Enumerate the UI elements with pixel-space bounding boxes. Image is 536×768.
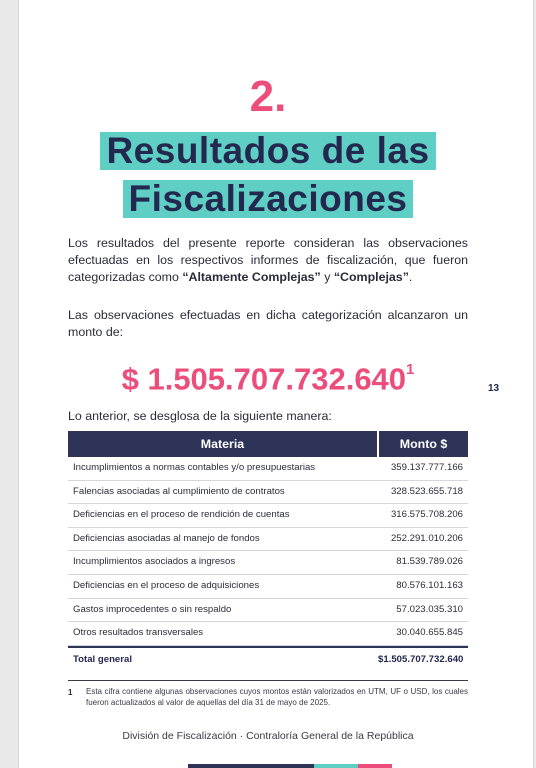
header-materia: Materia (68, 431, 377, 457)
footnote-divider (68, 680, 468, 681)
total-amount-value: $ 1.505.707.732.640 (121, 361, 407, 397)
footnote-mark: 1 (68, 688, 73, 697)
row-materia: Deficiencias asociadas al manejo de fondos (73, 532, 260, 544)
section-title-line-1-wrap (0, 132, 536, 170)
intro-text-a: Los resultados del presente reporte consideran las observaciones efectuadas en los respectivos informes de fiscalización, que fueron categorizadas como (68, 236, 468, 284)
total-amount (0, 354, 536, 399)
footnote-reference[interactable]: 1 (406, 361, 415, 378)
table-row (68, 599, 468, 623)
row-monto: 80.576.101.163 (396, 579, 463, 591)
table-row (68, 457, 468, 481)
total-monto: $1.505.707.732.640 (378, 653, 464, 665)
intro-text-e: . (408, 270, 413, 284)
row-materia: Deficiencias en el proceso de rendición de cuentas (73, 509, 290, 521)
table-row (68, 528, 468, 552)
table-row (68, 481, 468, 505)
row-materia: Otros resultados transversales (73, 627, 204, 639)
total-label: Total general (73, 653, 132, 665)
row-monto: 252.291.010.206 (390, 532, 463, 544)
footnote-text: Esta cifra contiene algunas observaciones cuyos montos están valorizados en UTM, UF o USD, los cuales fueron actualizados al valor de aquellas del día 31 de mayo de 2025. (86, 687, 468, 707)
section-number: 2. (249, 72, 287, 121)
section-title-line-2-wrap (0, 180, 536, 218)
row-monto: 328.523.655.718 (390, 485, 463, 497)
footer-bar-navy (188, 764, 314, 768)
footer-bar-teal (314, 764, 358, 768)
row-materia: Deficiencias en el proceso de adquisiciones (73, 579, 260, 591)
table-intro: Lo anterior, se desglosa de la siguiente manera: (68, 409, 332, 423)
table-row (68, 575, 468, 599)
section-title-line-2: Fiscalizaciones (123, 180, 414, 218)
table-row (68, 622, 468, 646)
row-monto: 57.023.035.310 (396, 603, 463, 615)
table-total-row (68, 646, 468, 672)
header-monto: Monto $ (379, 431, 468, 457)
intro-category-2: “Complejas” (333, 270, 409, 284)
amount-intro-paragraph: Las observaciones efectuadas en dicha categorización alcanzaron un monto de: (68, 308, 468, 339)
row-materia: Gastos improcedentes o sin respaldo (73, 603, 232, 615)
page-footer: División de Fiscalización · Contraloría General de la República (122, 730, 414, 742)
row-monto: 316.575.708.206 (390, 509, 463, 521)
table-row (68, 551, 468, 575)
page-number: 13 (488, 383, 500, 394)
section-title-line-1: Resultados de las (100, 132, 435, 170)
intro-paragraph (68, 235, 468, 286)
table-header (68, 431, 468, 457)
row-materia: Falencias asociadas al cumplimiento de contratos (73, 485, 285, 497)
results-table (68, 431, 468, 672)
intro-text-c: y (320, 270, 334, 284)
row-monto: 30.040.655.845 (396, 627, 463, 639)
row-monto: 359.137.777.166 (390, 462, 463, 473)
row-materia: Incumplimientos asociados a ingresos (73, 556, 236, 568)
row-materia: Incumplimientos a normas contables y/o presupuestarias (73, 462, 316, 473)
footer-bar-pink (358, 764, 392, 768)
table-row (68, 504, 468, 528)
row-monto: 81.539.789.026 (396, 556, 463, 568)
intro-category-1: “Altamente Complejas” (182, 270, 321, 284)
